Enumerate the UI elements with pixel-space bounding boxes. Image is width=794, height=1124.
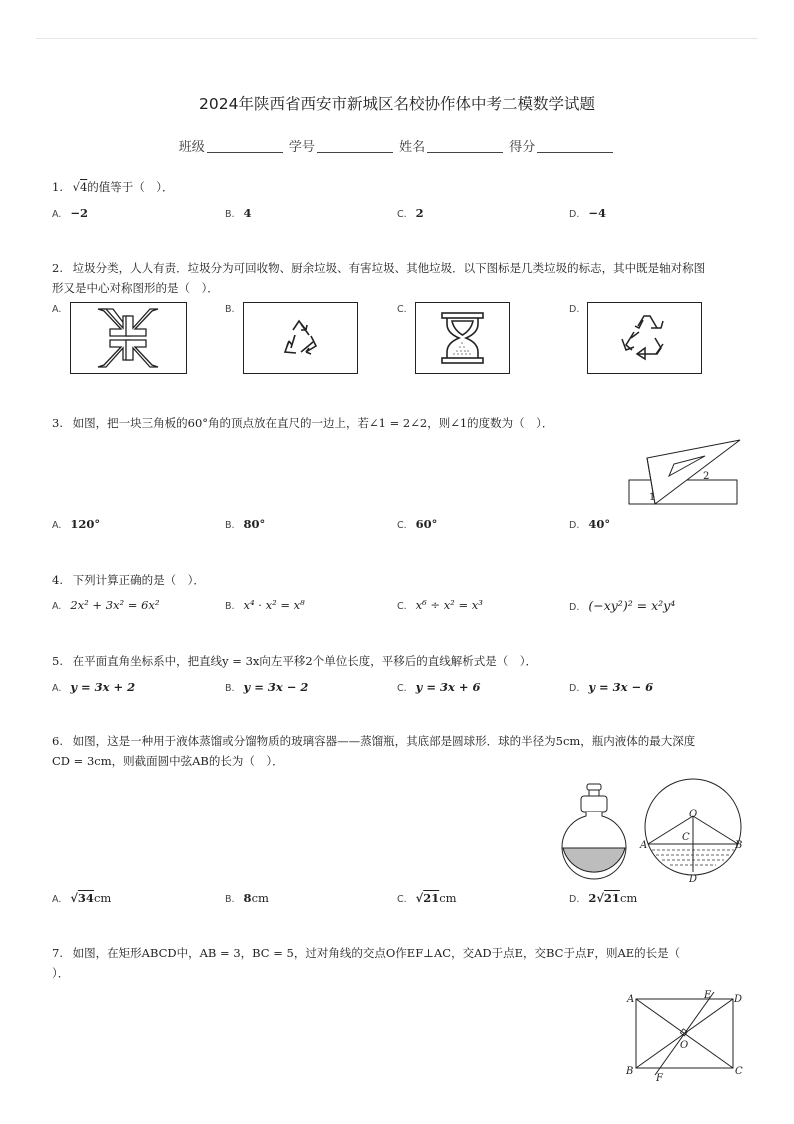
q6-option-d[interactable]: D. 2√21cm <box>569 891 638 905</box>
question-text-line2: 形又是中心对称图形的是（ ）． <box>52 281 219 295</box>
q4-option-c[interactable]: C. x⁶ ÷ x² = x³ <box>397 598 483 612</box>
label-b: B <box>626 1066 634 1077</box>
question-number: 5. <box>52 654 63 668</box>
flask-drawing <box>562 784 626 879</box>
question-number: 3. <box>52 416 63 430</box>
class-blank <box>207 139 283 153</box>
question-2 <box>52 258 742 298</box>
q4-option-d[interactable]: D. (−xy²)² = x²y⁴ <box>569 598 676 613</box>
score-blank <box>537 139 613 153</box>
rectangle-abcd-figure <box>622 986 752 1082</box>
q5-option-d[interactable]: D. y = 3x − 6 <box>569 680 654 694</box>
q3-option-d[interactable]: D. 40° <box>569 517 611 531</box>
question-number: 6. <box>52 734 63 748</box>
q2-label-a: A. <box>52 304 62 315</box>
question-number: 2. <box>52 261 63 275</box>
question-7 <box>52 943 742 983</box>
student-info-line <box>0 136 794 155</box>
q6-option-a[interactable]: A. √34cm <box>52 891 112 905</box>
cross-section-circle <box>639 779 742 882</box>
question-number: 4. <box>52 573 63 587</box>
question-text-line1: 如图，在矩形ABCD中，AB = 3，BC = 5，过对角线的交点O作EF⊥AC，交AD于点E，交BC于点F，则AE的长是（ <box>72 946 681 960</box>
label-o: O <box>689 809 698 820</box>
angle-1-label: 1 <box>649 492 656 503</box>
q1-option-a[interactable]: A. −2 <box>52 206 88 220</box>
page-title: 2024年陕西省西安市新城区名校协作体中考二模数学试题 <box>199 95 595 113</box>
label-a: A <box>627 994 635 1005</box>
q6-figure <box>556 778 748 882</box>
q2-label-c: C. <box>397 304 407 315</box>
q4-option-a[interactable]: A. 2x² + 3x² = 6x² <box>52 598 160 612</box>
question-text: 在平面直角坐标系中，把直线y = 3x向左平移2个单位长度，平移后的直线解析式是（ ）． <box>72 654 537 668</box>
recycle-triangle-icon <box>587 302 702 374</box>
q1-option-b[interactable]: B. 4 <box>225 206 252 220</box>
ruler-triangle-figure <box>625 436 745 510</box>
question-number: 7. <box>52 946 63 960</box>
question-text: 如图，把一块三角板的60°角的顶点放在直尺的一边上，若∠1 = 2∠2，则∠1的度数为（ ）． <box>72 416 554 430</box>
q2-option-d[interactable] <box>587 302 702 374</box>
header-rule <box>36 38 758 39</box>
q2-option-c[interactable] <box>415 302 510 374</box>
label-b: B <box>735 840 743 851</box>
sqrt-expression: √4 <box>72 180 88 194</box>
q5-option-b[interactable]: B. y = 3x − 2 <box>225 680 309 694</box>
q5-option-c[interactable]: C. y = 3x + 6 <box>397 680 481 694</box>
angle-2-label: 2 <box>703 471 710 482</box>
question-text-line2: CD = 3cm，则截面圆中弦AB的长为（ ）． <box>52 754 284 768</box>
label-a: A <box>640 840 648 851</box>
q2-option-b[interactable] <box>243 302 358 374</box>
question-text-line2: ）． <box>52 966 70 980</box>
label-c: C <box>682 832 690 843</box>
question-text: 下列计算正确的是（ ）． <box>72 573 205 587</box>
q5-option-a[interactable]: A. y = 3x + 2 <box>52 680 136 694</box>
label-d: D <box>734 994 743 1005</box>
question-1 <box>52 177 174 197</box>
q3-option-a[interactable]: A. 120° <box>52 517 101 531</box>
q7-figure <box>622 986 752 1082</box>
label-c: C <box>735 1066 743 1077</box>
q3-option-c[interactable]: C. 60° <box>397 517 438 531</box>
q2-option-a[interactable] <box>70 302 187 374</box>
question-6 <box>52 731 742 771</box>
q3-option-b[interactable]: B. 80° <box>225 517 266 531</box>
label-d: D <box>689 874 698 882</box>
label-o: O <box>680 1040 689 1051</box>
arrows-inward-icon <box>70 302 187 374</box>
question-text-line1: 垃圾分类，人人有责．垃圾分为可回收物、厨余垃圾、有害垃圾、其他垃圾．以下图标是几类垃圾的标志，其中既是轴对称图 <box>72 261 706 275</box>
name-blank <box>427 139 503 153</box>
name-label: 姓名 <box>399 140 426 155</box>
id-blank <box>317 139 393 153</box>
q6-option-b[interactable]: B. 8cm <box>225 891 269 905</box>
q6-option-c[interactable]: C. √21cm <box>397 891 457 905</box>
q1-option-c[interactable]: C. 2 <box>397 206 424 220</box>
label-f: F <box>656 1073 663 1082</box>
q2-label-d: D. <box>569 304 580 315</box>
q1-option-d[interactable]: D. −4 <box>569 206 606 220</box>
question-3 <box>52 413 553 433</box>
flask-and-circle-figure <box>556 778 748 882</box>
score-label: 得分 <box>509 140 536 155</box>
hourglass-icon <box>415 302 510 374</box>
question-number: 1. <box>52 180 63 194</box>
id-label: 学号 <box>288 140 315 155</box>
question-4 <box>52 570 205 590</box>
question-5 <box>52 651 537 671</box>
q4-option-b[interactable]: B. x⁴ · x² = x⁸ <box>225 598 305 612</box>
question-text-line1: 如图，这是一种用于液体蒸馏或分馏物质的玻璃容器——蒸馏瓶，其底部是圆球形．球的半径为5cm，瓶内液体的最大深度 <box>72 734 696 748</box>
q2-label-b: B. <box>225 304 235 315</box>
class-label: 班级 <box>178 140 205 155</box>
q3-figure <box>625 436 745 510</box>
question-text: 的值等于（ ）． <box>87 180 174 194</box>
recycle-icon <box>243 302 358 374</box>
label-e: E <box>704 990 712 1001</box>
